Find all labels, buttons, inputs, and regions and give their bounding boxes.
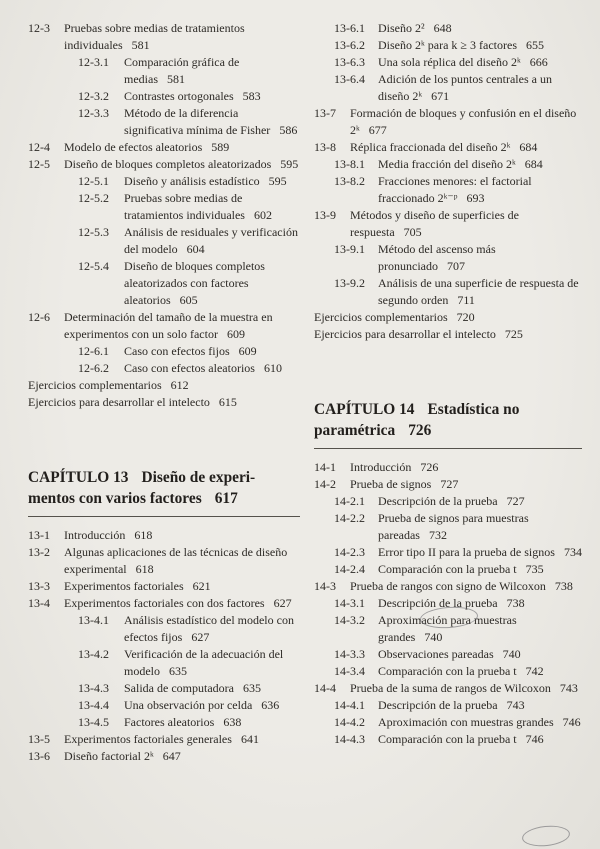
page-number: 602 — [253, 208, 272, 222]
page-number: 671 — [431, 89, 450, 103]
section-title: Descripción de la prueba — [378, 698, 498, 712]
section-title: Introducción — [64, 528, 126, 542]
section-number: 14-4.3 — [334, 732, 365, 746]
section-number: 14-3.1 — [334, 596, 365, 610]
toc-entry — [314, 680, 582, 697]
section-title: Método de la diferencia significativa mínima de Fisher — [124, 106, 271, 137]
page-number: 707 — [446, 259, 465, 273]
section-title: Verificación de la adecuación del modelo — [124, 647, 284, 678]
section-number: 14-3.2 — [334, 613, 365, 627]
section-title: Pruebas sobre medias de tratamientos individuales — [64, 21, 245, 52]
chapter-label: CAPÍTULO 13 — [28, 469, 129, 486]
toc-entry — [28, 595, 300, 612]
toc-entry — [28, 731, 300, 748]
page-number: 693 — [466, 191, 485, 205]
section-title: Descripción de la prueba — [378, 494, 498, 508]
toc-entry — [314, 105, 582, 139]
section-title: Media fracción del diseño 2ᵏ — [378, 157, 516, 171]
section-title: Ejercicios para desarrollar el intelecto — [28, 395, 210, 409]
page-number: 746 — [525, 732, 544, 746]
page-number: 586 — [279, 123, 298, 137]
page-number: 609 — [226, 327, 245, 341]
page-number: 684 — [519, 140, 538, 154]
toc-entry — [314, 612, 582, 646]
section-number: 13-8.1 — [334, 157, 365, 171]
section-title: Salida de computadora — [124, 681, 234, 695]
toc-entry — [314, 731, 582, 748]
section-number: 12-5.2 — [78, 191, 109, 205]
section-title: Prueba de rangos con signo de Wilcoxon — [350, 579, 546, 593]
section-number: 14-2.4 — [334, 562, 365, 576]
page-number: 726 — [420, 460, 439, 474]
section-title: Aproximación para muestras grandes — [378, 613, 517, 644]
toc-entry — [28, 173, 300, 190]
section-number: 14-3.4 — [334, 664, 365, 678]
section-title: Una sola réplica del diseño 2ᵏ — [378, 55, 521, 69]
section-title: Formación de bloques y confusión en el diseño 2ᵏ — [350, 106, 577, 137]
section-title: Métodos y diseño de superficies de respuesta — [350, 208, 519, 239]
toc-entry-exercises — [314, 309, 582, 326]
page-number: 610 — [263, 361, 282, 375]
section-number: 12-5.4 — [78, 259, 109, 273]
section-title: Comparación con la prueba t — [378, 732, 517, 746]
page-number: 641 — [240, 732, 259, 746]
section-number: 13-4.2 — [78, 647, 109, 661]
toc-entry — [314, 173, 582, 207]
page-number: 725 — [504, 327, 523, 341]
section-number: 14-4.1 — [334, 698, 365, 712]
page-number: 648 — [433, 21, 452, 35]
section-title: Error tipo II para la prueba de signos — [378, 545, 555, 559]
toc-entry — [314, 241, 582, 275]
section-number: 14-1 — [314, 460, 336, 474]
section-number: 13-1 — [28, 528, 50, 542]
section-title: Experimentos factoriales con dos factores — [64, 596, 265, 610]
section-number: 13-6.3 — [334, 55, 365, 69]
toc-entry — [28, 343, 300, 360]
toc-entry-exercises — [28, 394, 300, 411]
toc-entry — [28, 578, 300, 595]
toc-entry — [314, 476, 582, 493]
toc-entry — [28, 88, 300, 105]
page-number: 581 — [131, 38, 150, 52]
section-title: Diseño 2ᵏ para k ≥ 3 factores — [378, 38, 517, 52]
chapter-heading — [28, 467, 300, 517]
toc-entry — [314, 595, 582, 612]
section-number: 12-3.3 — [78, 106, 109, 120]
toc-entry — [28, 527, 300, 544]
section-number: 13-8.2 — [334, 174, 365, 188]
section-number: 13-6.4 — [334, 72, 365, 86]
toc-entry — [28, 258, 300, 309]
page-number: 743 — [559, 681, 578, 695]
section-title: Diseño y análisis estadístico — [124, 174, 260, 188]
page-number: 581 — [167, 72, 185, 86]
section-number: 14-2.3 — [334, 545, 365, 559]
toc-entry — [314, 697, 582, 714]
section-number: 13-4.3 — [78, 681, 109, 695]
section-title: Diseño factorial 2ᵏ — [64, 749, 154, 763]
section-number: 13-4.5 — [78, 715, 109, 729]
page-number: 684 — [524, 157, 543, 171]
page-number: 742 — [525, 664, 544, 678]
section-number: 14-3 — [314, 579, 336, 593]
toc-entry — [314, 663, 582, 680]
section-title: Comparación con la prueba t — [378, 664, 517, 678]
section-number: 13-4.4 — [78, 698, 109, 712]
section-title: Ejercicios para desarrollar el intelecto — [314, 327, 496, 341]
section-title: Diseño 2² — [378, 21, 425, 35]
toc-entry — [28, 20, 300, 54]
section-title: Observaciones pareadas — [378, 647, 494, 661]
toc-entry — [314, 207, 582, 241]
section-number: 12-3.2 — [78, 89, 109, 103]
page-number: 727 — [506, 494, 525, 508]
section-number: 13-3 — [28, 579, 50, 593]
page-number: 604 — [186, 242, 205, 256]
toc-entry — [28, 224, 300, 258]
page-number: 727 — [440, 477, 459, 491]
page-number: 609 — [238, 344, 257, 358]
section-number: 13-4.1 — [78, 613, 109, 627]
page-number: 740 — [502, 647, 521, 661]
toc-entry — [314, 646, 582, 663]
section-number: 13-2 — [28, 545, 50, 559]
page-number: 732 — [428, 528, 447, 542]
toc-entry — [314, 20, 582, 37]
toc-entry — [28, 309, 300, 343]
page-number: 638 — [223, 715, 242, 729]
toc-entry-exercises — [28, 377, 300, 394]
section-title: Factores aleatorios — [124, 715, 215, 729]
toc-entry-exercises — [314, 326, 582, 343]
section-title: Contrastes ortogonales — [124, 89, 234, 103]
page-number: 627 — [191, 630, 210, 644]
page-number: 738 — [506, 596, 525, 610]
section-number: 12-5 — [28, 157, 50, 171]
toc-entry — [314, 459, 582, 476]
page-number: 618 — [135, 562, 154, 576]
section-number: 13-4 — [28, 596, 50, 610]
toc-entry — [314, 561, 582, 578]
section-title: Prueba de signos para muestras pareadas — [378, 511, 529, 542]
section-title: Pruebas sobre medias de tratamientos individuales — [124, 191, 245, 222]
chapter-title: Diseño de experi-mentos con varios factores — [28, 469, 256, 507]
page-number: 735 — [525, 562, 544, 576]
section-number: 13-7 — [314, 106, 336, 120]
section-number: 13-6.2 — [334, 38, 365, 52]
toc-entry — [314, 578, 582, 595]
page-number: 617 — [214, 490, 238, 507]
toc-entry — [28, 54, 300, 88]
section-title: Determinación del tamaño de la muestra en experimentos con un solo factor — [64, 310, 273, 341]
section-title: Ejercicios complementarios — [28, 378, 162, 392]
section-title: Ejercicios complementarios — [314, 310, 448, 324]
section-number: 12-6 — [28, 310, 50, 324]
toc-entry — [314, 493, 582, 510]
section-number: 14-2.2 — [334, 511, 365, 525]
page-number: 711 — [457, 293, 475, 307]
page-number: 627 — [273, 596, 292, 610]
toc-entry — [28, 156, 300, 173]
toc-entry — [28, 697, 300, 714]
section-number: 14-3.3 — [334, 647, 365, 661]
page-number: 595 — [280, 157, 299, 171]
section-title: Experimentos factoriales generales — [64, 732, 232, 746]
section-title: Experimentos factoriales — [64, 579, 184, 593]
section-title: Caso con efectos fijos — [124, 344, 230, 358]
toc-entry — [28, 105, 300, 139]
toc-entry — [28, 748, 300, 765]
toc-entry — [314, 156, 582, 173]
toc-entry — [314, 275, 582, 309]
section-title: Método del ascenso más pronunciado — [378, 242, 496, 273]
toc-entry — [28, 544, 300, 578]
section-number: 12-5.3 — [78, 225, 109, 239]
section-title: Aproximación con muestras grandes — [378, 715, 554, 729]
section-number: 14-2.1 — [334, 494, 365, 508]
page-number: 618 — [134, 528, 153, 542]
section-title: Comparación gráfica de medias — [124, 55, 240, 86]
page-number: 743 — [506, 698, 525, 712]
toc-entry — [314, 714, 582, 731]
toc-entry — [314, 544, 582, 561]
section-title: Modelo de efectos aleatorios — [64, 140, 203, 154]
toc-entry — [314, 139, 582, 156]
page-number: 738 — [554, 579, 573, 593]
section-number: 12-6.1 — [78, 344, 109, 358]
toc-column-right — [314, 20, 582, 765]
section-number: 12-3 — [28, 21, 50, 35]
page-number: 595 — [268, 174, 287, 188]
section-number: 13-6 — [28, 749, 50, 763]
section-title: Prueba de signos — [350, 477, 432, 491]
section-number: 14-4 — [314, 681, 336, 695]
section-title: Adición de los puntos centrales a un diseño 2ᵏ — [378, 72, 552, 103]
toc-entry — [28, 714, 300, 731]
section-title: Una observación por celda — [124, 698, 253, 712]
section-title: Comparación con la prueba t — [378, 562, 517, 576]
chapter-heading — [314, 399, 582, 449]
chapter-label: CAPÍTULO 14 — [314, 401, 415, 418]
section-number: 12-3.1 — [78, 55, 109, 69]
section-title: Diseño de bloques completos aleatorizados — [64, 157, 272, 171]
toc-entry — [28, 190, 300, 224]
page-number: 635 — [169, 664, 187, 678]
section-title: Introducción — [350, 460, 412, 474]
page-number: 605 — [179, 293, 198, 307]
page-number: 621 — [192, 579, 211, 593]
toc-entry — [28, 139, 300, 156]
section-title: Réplica fraccionada del diseño 2ᵏ — [350, 140, 511, 154]
toc-entry — [28, 612, 300, 646]
toc-column-left — [28, 20, 300, 765]
page-number: 589 — [211, 140, 230, 154]
page-number: 726 — [408, 422, 432, 439]
pencil-circle-annotation — [521, 824, 571, 849]
section-number: 13-8 — [314, 140, 336, 154]
section-title: Análisis de una superficie de respuesta de segundo orden — [378, 276, 579, 307]
section-number: 13-9.2 — [334, 276, 365, 290]
section-number: 13-5 — [28, 732, 50, 746]
section-number: 12-6.2 — [78, 361, 109, 375]
section-title: Prueba de la suma de rangos de Wilcoxon — [350, 681, 551, 695]
section-number: 12-4 — [28, 140, 50, 154]
section-title: Descripción de la prueba — [378, 596, 498, 610]
section-number: 13-9.1 — [334, 242, 365, 256]
page-number: 740 — [424, 630, 443, 644]
section-title: Diseño de bloques completos aleatorizados con factores aleatorios — [124, 259, 265, 307]
section-number: 13-6.1 — [334, 21, 365, 35]
page-number: 734 — [563, 545, 582, 559]
section-title: Análisis de residuales y verificación del modelo — [124, 225, 298, 256]
section-title: Caso con efectos aleatorios — [124, 361, 255, 375]
toc-entry — [314, 37, 582, 54]
toc-entry — [314, 510, 582, 544]
toc-entry — [314, 54, 582, 71]
section-title: Fracciones menores: el factorial fraccionado 2ᵏ⁻ᵖ — [378, 174, 532, 205]
toc-entry — [28, 646, 300, 680]
page-number: 635 — [242, 681, 261, 695]
page-number: 647 — [162, 749, 181, 763]
page-number: 677 — [368, 123, 387, 137]
section-number: 14-2 — [314, 477, 336, 491]
section-number: 13-9 — [314, 208, 336, 222]
page-number: 583 — [242, 89, 261, 103]
page-number: 720 — [456, 310, 475, 324]
page-number: 615 — [218, 395, 237, 409]
toc-entry — [28, 680, 300, 697]
page-number: 612 — [170, 378, 189, 392]
chapter-title: Estadística no paramétrica — [314, 401, 520, 439]
toc-entry — [28, 360, 300, 377]
section-title: Análisis estadístico del modelo con efectos fijos — [124, 613, 294, 644]
page-number: 705 — [403, 225, 422, 239]
section-number: 14-4.2 — [334, 715, 365, 729]
section-number: 12-5.1 — [78, 174, 109, 188]
page-number: 636 — [261, 698, 280, 712]
page-number: 655 — [526, 38, 544, 52]
toc-entry — [314, 71, 582, 105]
section-title: Algunas aplicaciones de las técnicas de diseño experimental — [64, 545, 288, 576]
page-number: 666 — [529, 55, 548, 69]
page-number: 746 — [562, 715, 581, 729]
